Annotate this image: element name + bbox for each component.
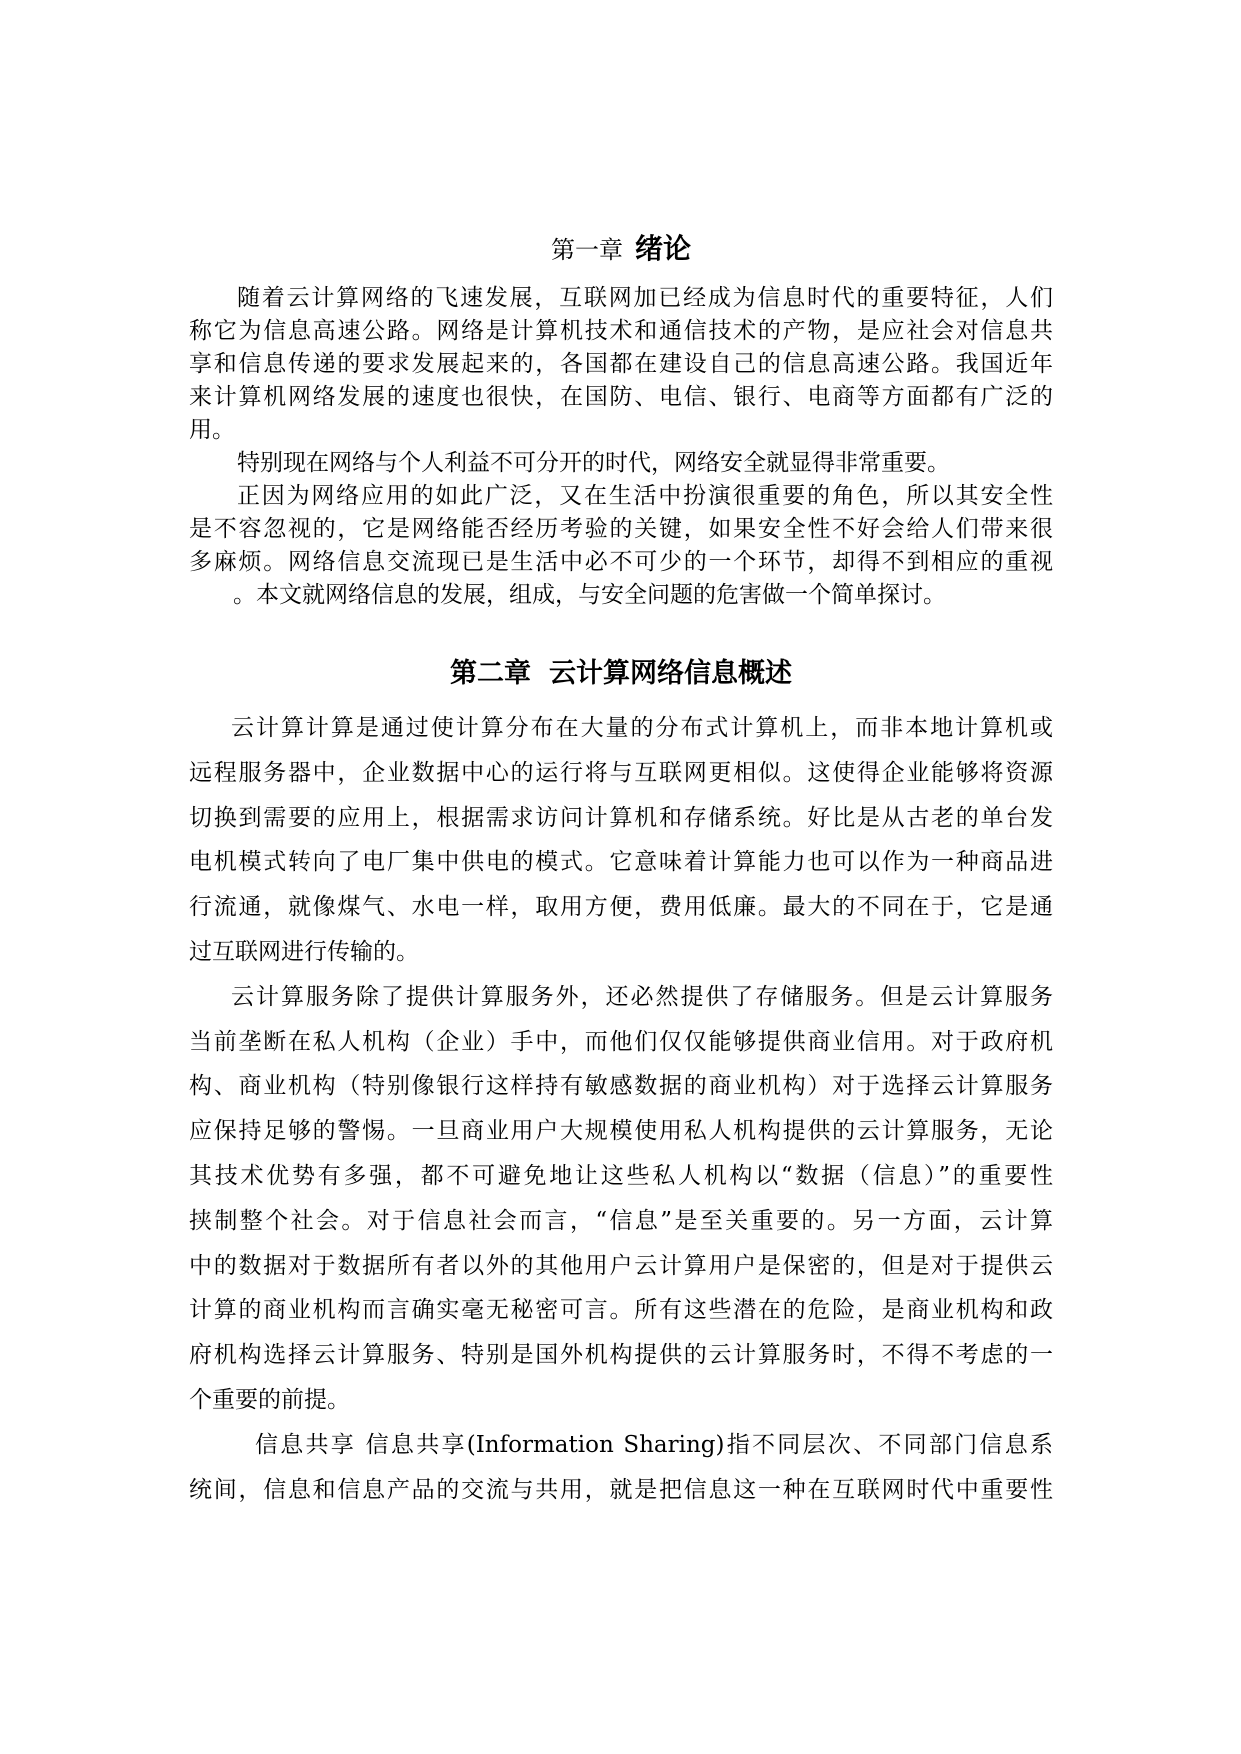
- text-line: 是不容忽视的，它是网络能否经历考验的关键，如果安全性不好会给人们带来很: [189, 516, 1053, 542]
- chapter-2-title: 云计算网络信息概述: [549, 658, 792, 689]
- text-line: 享和信息传递的要求发展起来的，各国都在建设自己的信息高速公路。我国近年: [189, 351, 1053, 377]
- chapter-2-heading: [189, 655, 1053, 693]
- text-line: 多麻烦。网络信息交流现已是生活中必不可少的一个环节，却得不到相应的重视: [189, 549, 1053, 575]
- text-line: 随着云计算网络的飞速发展，互联网加已经成为信息时代的重要特征，人们: [237, 285, 1053, 311]
- text-line: 正因为网络应用的如此广泛，又在生活中扮演很重要的角色，所以其安全性: [237, 483, 1053, 509]
- text-line: 行流通，就像煤气、水电一样，取用方便，费用低廉。最大的不同在于，它是通: [189, 894, 1053, 921]
- text-line: 用。: [189, 417, 235, 443]
- paragraph: [189, 447, 1053, 480]
- text-line: 府机构选择云计算服务、特别是国外机构提供的云计算服务时，不得不考虑的一: [189, 1342, 1053, 1369]
- text-line: 计算的商业机构而言确实毫无秘密可言。所有这些潜在的危险，是商业机构和政: [189, 1297, 1053, 1324]
- text-line: 统间，信息和信息产品的交流与共用，就是把信息这一种在互联网时代中重要性: [189, 1476, 1053, 1503]
- text-line: 中的数据对于数据所有者以外的其他用户云计算用户是保密的，但是对于提供云: [189, 1252, 1053, 1279]
- text-line: 信息共享 信息共享(Information Sharing)指不同层次、不同部门信息系: [255, 1431, 1053, 1458]
- text-line: 挟制整个社会。对于信息社会而言，“信息”是至关重要的。另一方面，云计算: [189, 1207, 1053, 1234]
- paragraph: [189, 975, 1053, 1423]
- text-line: 称它为信息高速公路。网络是计算机技术和通信技术的产物，是应社会对信息共: [189, 318, 1053, 344]
- text-line: 远程服务器中，企业数据中心的运行将与互联网更相似。这使得企业能够将资源: [189, 759, 1053, 786]
- chapter-1-title: 绪论: [634, 232, 691, 265]
- text-line: 应保持足够的警惕。一旦商业用户大规模使用私人机构提供的云计算服务，无论: [189, 1118, 1053, 1145]
- text-line: 来计算机网络发展的速度也很快，在国防、电信、银行、电商等方面都有广泛的: [189, 384, 1053, 410]
- text-line: 切换到需要的应用上，根据需求访问计算机和存储系统。好比是从古老的单台发: [189, 804, 1053, 831]
- paragraph: [189, 282, 1053, 447]
- text-line: 特别现在网络与个人利益不可分开的时代，网络安全就显得非常重要。: [237, 450, 950, 476]
- text-line: 。本文就网络信息的发展，组成，与安全问题的危害做一个简单探讨。: [233, 582, 946, 608]
- chapter-2-label: 第二章: [450, 658, 531, 689]
- text-line: 云计算计算是通过使计算分布在大量的分布式计算机上，而非本地计算机或: [231, 715, 1053, 741]
- chapter-1-label: 第一章: [550, 236, 623, 264]
- chapter-1-heading: [189, 232, 1053, 266]
- text-line: 构、商业机构（特别像银行这样持有敏感数据的商业机构）对于选择云计算服务: [189, 1073, 1053, 1100]
- chapter-1-body: [189, 282, 1053, 612]
- paragraph: [189, 706, 1053, 975]
- text-line: 个重要的前提。: [189, 1386, 350, 1413]
- text-line: 其技术优势有多强，都不可避免地让这些私人机构以“数据（信息）”的重要性: [189, 1162, 1053, 1189]
- text-line: 电机模式转向了电厂集中供电的模式。它意味着计算能力也可以作为一种商品进: [189, 849, 1053, 876]
- chapter-2-body: [189, 706, 1053, 1512]
- text-line: 云计算服务除了提供计算服务外，还必然提供了存储服务。但是云计算服务: [231, 983, 1053, 1010]
- paragraph: [189, 480, 1053, 612]
- paragraph: [189, 1423, 1053, 1513]
- text-line: 过互联网进行传输的。: [189, 938, 419, 965]
- text-line: 当前垄断在私人机构（企业）手中，而他们仅仅能够提供商业信用。对于政府机: [189, 1028, 1053, 1055]
